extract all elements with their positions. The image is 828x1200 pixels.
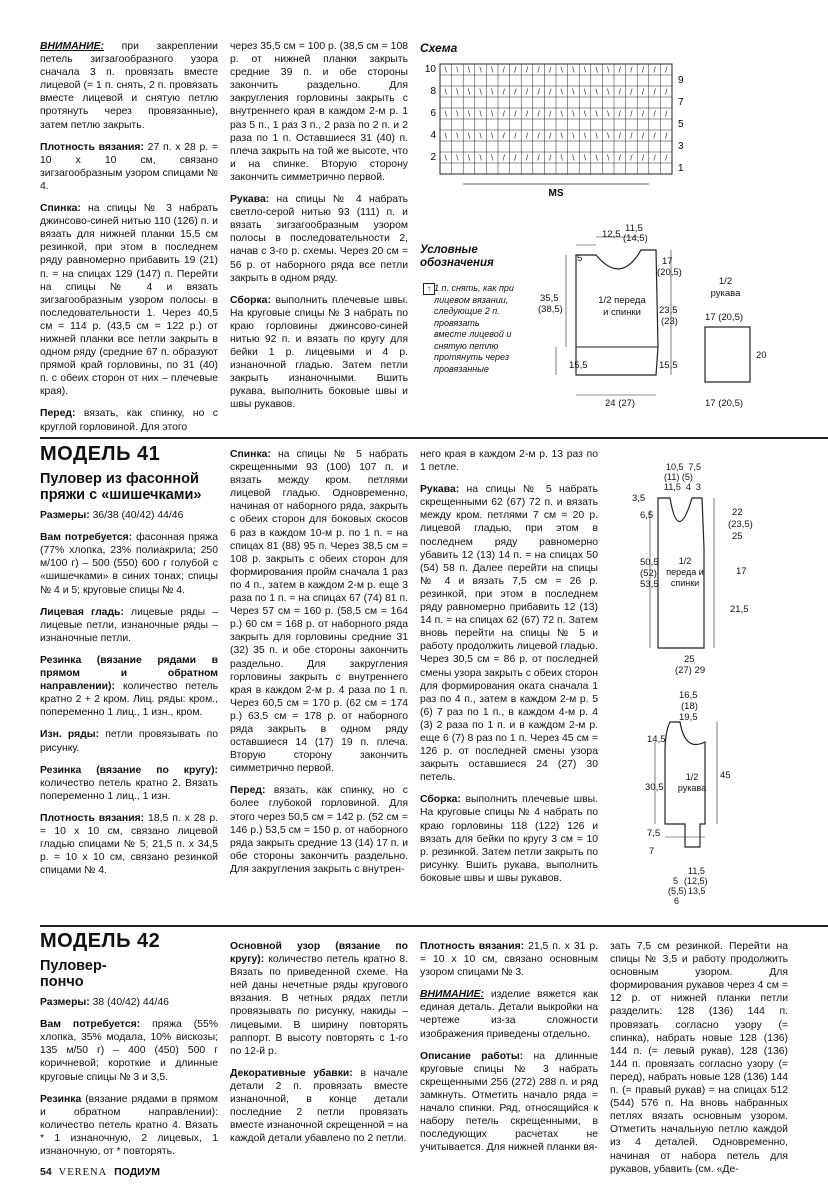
m41-sleeve-l2: 30,5 (645, 782, 664, 793)
chart-symbol: \ (479, 109, 482, 119)
chart-symbol: \ (479, 65, 482, 75)
chart-symbol: / (630, 131, 633, 141)
chart-symbol: / (514, 109, 517, 119)
section-divider-1 (40, 437, 828, 439)
paragraph-text: вязать, как спинку, но с круглой горловиной. Для этого (40, 408, 218, 433)
chart-symbol: / (537, 153, 540, 163)
chart-row-number: 5 (678, 119, 684, 130)
paragraph-text: петли провязывать по рисунку. (40, 729, 218, 754)
paragraph-text: изделие вяжется как единая деталь. Детали выкройки на чертеже из-за сложности изображения приведены отдельно. (420, 989, 598, 1040)
p1-dim-neck: 12,5 (602, 229, 621, 240)
paragraph-lead: Вам потребуется: (40, 1019, 141, 1031)
chart-symbol: \ (560, 109, 563, 119)
p1-dim-top2: (14,5) (623, 233, 648, 244)
chart-symbol: / (549, 153, 552, 163)
chart-symbol: / (618, 109, 621, 119)
chart-symbol: \ (479, 153, 482, 163)
m41-sleeve-top3: 19,5 (679, 712, 698, 723)
chart-row-number: 4 (430, 130, 436, 141)
paragraph-lead: Рукава: (420, 484, 460, 496)
chart-symbol: \ (444, 153, 447, 163)
chart-row-number: 9 (678, 75, 684, 86)
m41-title: МОДЕЛЬ 41 (40, 443, 161, 465)
paragraph (40, 654, 218, 719)
paragraph-lead: Плотность вязания: (40, 141, 144, 153)
paragraph (40, 407, 218, 433)
paragraph-lead: Резинка (вязание по кругу): (40, 764, 218, 776)
m41-body-l1: 3,5 (632, 493, 646, 504)
p1-dim-bottom: 24 (27) (605, 398, 636, 409)
m41-body-side3: 53,5 (640, 579, 659, 590)
chart-row-number: 1 (678, 163, 684, 174)
chart-symbol: / (525, 131, 529, 141)
chart-row-number: 6 (430, 108, 436, 119)
chart-symbol: \ (583, 87, 587, 97)
chart-symbol: \ (595, 131, 598, 141)
chart-symbol: \ (572, 65, 575, 75)
paragraph-lead: Перед: (40, 408, 76, 420)
m41-body-r17: 17 (736, 566, 747, 577)
chart-symbol: / (665, 153, 668, 163)
chart-symbol: \ (491, 109, 494, 119)
chart-symbol: \ (467, 87, 471, 97)
paragraph (420, 448, 598, 474)
chart-symbol: \ (583, 131, 587, 141)
chart-ms-label: MS (548, 188, 564, 199)
paragraph (230, 784, 408, 876)
paragraph (420, 793, 598, 885)
m41-body-l2: 6,5 (640, 510, 654, 521)
paragraph-lead: ВНИМАНИЕ: (40, 41, 105, 52)
paragraph-text: количество петель кратно 8. Вязать по приведенной схеме. На ней даны нечетные ряды кругового вязания. В четных рядах петли провязывать по рисунку, накиды – лицевыми. В ширину повторять раппорт. В высоту повторять с 1-го по 12-й р. (230, 954, 408, 1057)
chart-symbol: / (525, 153, 529, 163)
chart-symbol: / (641, 65, 645, 75)
chart-symbol: \ (583, 153, 587, 163)
m41-col1 (40, 443, 219, 886)
chart-symbol: / (665, 109, 668, 119)
chart-symbol: \ (479, 87, 482, 97)
paragraph (230, 193, 408, 285)
paragraph (230, 40, 408, 184)
paragraph (230, 448, 408, 775)
paragraph-text: на длинные круговые спицы № 3 набрать скрещенными 256 (272) 288 п. и ряд замкнуть. Отметить начало ряда = начало спинки. Ряд, относящийся к набору петель скрещенными, в последующих расчетах не учитывается. Для нижней планки вя- (420, 1050, 598, 1154)
chart-symbol: \ (467, 153, 471, 163)
m42-col1-text (40, 996, 218, 1158)
chart-symbol: / (514, 153, 517, 163)
chart-symbol: / (502, 109, 505, 119)
chart-symbol: / (549, 87, 552, 97)
chart-symbol: \ (560, 65, 563, 75)
paragraph-text: зать 7,5 см резинкой. Перейти на спицы № 3,5 и работу продолжить основным узором. Для формирования рукавов через 4 см = 12 р. от нижней планки петли разделить: 128 (136) 144 п. провязать согласно узору (= спинка), набрать новые 128 (136) 144 п. (= левый рукав), 128 (136) 144 п. провязать согласно узору (= перед), набрать новые 128 (136) 144 п. (= правый рукав) = на спицах 512 (544) 576 п. На вновь набранных петлях вязать основным узором. Отметить начальную петлю каждой из 4 деталей. Одновременно, начиная от набора петель для рукавов, убавить (см. «Де- (610, 941, 788, 1175)
chart-row-number: 10 (424, 64, 436, 75)
m41-body-bottom2: (27) 29 (675, 665, 706, 676)
chart-symbol: \ (456, 87, 459, 97)
chart-symbol: / (630, 153, 633, 163)
chart-symbol: / (502, 87, 505, 97)
paragraph-text: него края в каждом 2-м р. 13 раз по 1 петле. (420, 449, 598, 474)
page-number: 54 (40, 1166, 52, 1178)
chart-symbol: \ (607, 65, 610, 75)
chart-symbol: \ (479, 131, 482, 141)
paragraph-text: выполнить плечевые швы. На круговые спицы № 3 набрать по краю горловины джинсово-синей нитью 92 п. и вязать по кругу для бейки 1 р. лицевыми и 4 р. изнаночной гладью. Затем петли закрыть изнаночными. Вшить рукава, выполнить боковые швы и швы рукавов. (230, 294, 408, 411)
m41-body-r1: 22 (732, 507, 743, 518)
page-footer (40, 1166, 160, 1178)
paragraph (40, 202, 218, 398)
m41-sleeve-l1: 14,5 (647, 734, 666, 745)
chart-symbol: \ (595, 153, 598, 163)
chart-symbol: / (653, 109, 656, 119)
legend-text: 1 п. снять, как при лицевом вязании, следующие 2 п. провязать вместе лицевой и снятую петлю протянуть через провязанные (434, 283, 514, 374)
chart-symbol: \ (456, 153, 459, 163)
paragraph-text: через 35,5 см = 100 р. (38,5 см = 108 р. от нижней планки закрыть средние 39 п. и обе стороны закончить раздельно. Для закругления горловины закрыть с внутреннего края в каждом 2-м р. 1 раз 5 п., 1 раз 3 п., 2 раза по 2 п. и 2 раза по 1 п. Оставшиеся 31 (40) п. плеча закрыть на той же высоте, что и на спинке. Вторую сторону закончить симметрично первой. (230, 41, 408, 183)
stitch-chart (418, 56, 688, 206)
m41-body-r2: (23,5) (728, 519, 753, 530)
chart-symbol: \ (595, 109, 598, 119)
paragraph (40, 812, 218, 877)
m41-sleeve-b4: (5,5) (668, 886, 687, 896)
chart-symbol: / (618, 131, 621, 141)
chart-symbol: / (653, 87, 656, 97)
brand-verena: VERENA (58, 1167, 108, 1178)
m41-sleeve-top1: 16,5 (679, 690, 698, 701)
chart-symbol: \ (491, 87, 494, 97)
paragraph-lead: Размеры: (40, 510, 90, 522)
paragraph-text: 38 (40/42) 44/46 (89, 997, 169, 1009)
m41-sleeve-top2: (18) (681, 701, 698, 712)
chart-symbol: / (514, 87, 517, 97)
p1-dim-left2: (38,5) (538, 304, 563, 315)
chart-symbol: \ (595, 87, 598, 97)
chart-symbol: \ (456, 131, 459, 141)
paragraph (40, 1018, 218, 1083)
paragraph-lead: Резинка (вязание рядами в прямом и обратном направлении): (40, 654, 218, 693)
p1-dim-155a: 15,5 (569, 360, 588, 371)
p1-dim-5: 5 (577, 253, 583, 264)
chart-symbol: / (665, 87, 668, 97)
m41-body-bottom1: 25 (684, 654, 695, 665)
chart-row-number: 3 (678, 141, 684, 152)
paragraph-lead: Лицевая гладь: (40, 606, 124, 618)
paragraph (40, 1093, 218, 1158)
p2-dim-top: 17 (20,5) (705, 312, 744, 323)
m41-body-top2: (11) (5) (664, 472, 693, 482)
chart-symbol: / (514, 65, 517, 75)
chart-symbol: / (525, 109, 529, 119)
chart-symbol: \ (560, 153, 563, 163)
m42-col4 (610, 940, 788, 1185)
chart-row-number: 2 (430, 152, 436, 163)
paragraph-text: на спицы № 3 набрать джинсово-синей нитью 110 (126) п. и вязать для нижней планки 15,5 см резинкой, при этом в последнем ряду равномерно прибавить 19 (21) п. = на спицах 129 (147) п. Перейти на спицы № 4 и вязать зигзагообразным узором полосы в последовательности 1. Через 40,5 см = 114 р. (43,5 см = 122 р.) от нижней планки все петли закрыть в одном ряду (средние 67 п. образуют прямой край горловины, по 31 (40) п. с обеих сторон от них – плечевые края). (40, 203, 218, 398)
paragraph-lead: Резинка (40, 1093, 82, 1105)
chart-symbol: / (502, 131, 505, 141)
paragraph (40, 40, 218, 132)
paragraph-lead: Декоративные убавки: (230, 1067, 353, 1079)
paragraph-lead: ВНИМАНИЕ: (420, 989, 485, 1001)
paragraph-lead: Основной узор (вязание по кругу): (230, 941, 408, 966)
chart-symbol: / (502, 65, 505, 75)
chart-symbol: / (549, 109, 552, 119)
brand-podium: ПОДИУМ (114, 1166, 161, 1178)
paragraph-text: (вязание рядами в прямом и обратном направлении): количество петель кратно 4. Вязать * 1 изнаночную, 2 лицевых, 1 изнаночную, от * повторять. (40, 1093, 218, 1158)
chart-symbol: / (653, 153, 656, 163)
chart-symbol: \ (607, 87, 610, 97)
m41-sleeve-b5: 6 (674, 896, 680, 906)
paragraph-text: 21,5 п. x 31 р. = 10 x 10 см, связано основным узором спицами № 3. (420, 941, 598, 979)
pattern-top-sleeve (700, 325, 760, 385)
m42-subtitle: Пуловер-пончо (40, 958, 107, 991)
chart-symbol: / (641, 153, 645, 163)
m42-title: МОДЕЛЬ 42 (40, 930, 161, 952)
chart-symbol: / (618, 87, 621, 97)
paragraph-lead: Размеры: (40, 997, 90, 1009)
chart-symbol: / (653, 131, 656, 141)
m42-col1 (40, 930, 218, 1167)
p1-label: 1/2 переда и спинки (598, 295, 646, 318)
chart-symbol: \ (572, 109, 575, 119)
chart-symbol: \ (572, 153, 575, 163)
chart-symbol: / (537, 65, 540, 75)
paragraph-lead: Изн. ряды: (40, 729, 100, 741)
m41-col2 (230, 448, 408, 885)
paragraph-lead: Вам потребуется: (40, 532, 133, 544)
m42-col2 (230, 940, 408, 1154)
chart-symbol: / (653, 65, 656, 75)
paragraph-lead: Спинка: (40, 203, 81, 215)
m41-body-top: 10,5 7,5 (666, 462, 702, 472)
chart-symbol: \ (572, 131, 575, 141)
chart-symbol: \ (491, 131, 494, 141)
chart-symbol: \ (456, 65, 459, 75)
chart-symbol: \ (607, 131, 610, 141)
section-divider-2 (40, 925, 828, 927)
scheme-title: Схема (420, 41, 458, 55)
m41-subtitle: Пуловер из фасонной пряжи с «шишечками» (40, 471, 202, 504)
chart-symbol: \ (444, 109, 447, 119)
p2-dim-bottom: 17 (20,5) (705, 398, 744, 409)
chart-symbol: / (630, 65, 633, 75)
chart-symbol: / (537, 131, 540, 141)
m41-sleeve-b1: 11,5 (688, 866, 705, 876)
m41-sleeve-b2: (12,5) (684, 876, 708, 886)
m41-body-side1: 50,5 (640, 557, 659, 568)
paragraph-lead: Описание работы: (420, 1050, 524, 1062)
chart-symbol: \ (583, 65, 587, 75)
p1-dim-155b: 15,5 (659, 360, 678, 371)
paragraph-text: вязать, как спинку, но с более глубокой горловиной. Для этого через 50,5 см = 142 р. (52 см = 146 р.) 53,5 см = 150 р. от наборного ряда закрыть средние 13 (14) 17 п. и обе стороны закончить раздельно. Для закругления закрыть с внутрен- (230, 785, 408, 875)
m41-body-label: 1/2 переда и спинки (666, 556, 704, 588)
m41-sleeve-l4: 7 (649, 846, 655, 857)
p1-dim-right2: (23) (661, 316, 678, 327)
chart-symbol: \ (467, 65, 471, 75)
paragraph (230, 294, 408, 412)
paragraph (420, 483, 598, 784)
m41-sleeve-l3: 7,5 (647, 828, 661, 839)
chart-symbol: / (514, 131, 517, 141)
paragraph (40, 509, 218, 522)
chart-symbol: \ (607, 109, 610, 119)
chart-symbol: / (525, 65, 529, 75)
paragraph (40, 728, 218, 754)
chart-symbol: / (665, 131, 668, 141)
chart-symbol: / (641, 131, 645, 141)
m42-col3 (420, 940, 598, 1163)
paragraph-text: выполнить плечевые швы. На круговые спицы № 4 набрать по краю горловины 118 (122) 126 и вязать для бейки по кругу 3 см = 10 р. резинкой. Затем петли закрыть по рисунку. Вшить рукава, выполнить боковые швы и швы рукавов. (420, 794, 598, 884)
paragraph-lead: Перед: (230, 785, 266, 797)
p2-dim-side: 20 (756, 350, 767, 361)
chart-symbol: \ (607, 153, 610, 163)
top-col2 (230, 40, 408, 421)
m41-col3 (420, 448, 598, 894)
chart-symbol: \ (491, 65, 494, 75)
paragraph-lead: Сборка: (420, 794, 461, 806)
paragraph-text: на спицы № 5 набрать скрещенными 93 (100) 107 п. и вязать между кром. петлями лицевой гладью. Одновременно, начиная от наборного ряда, закрыть с обеих сторон для боковых скосов 6 раз в каждом 10-м р. по 1 п. = на спицах 81 (88) 95 п. Через 38,5 см = 108 р. закрыть с обеих сторон для формирования пройм сначала 1 раз по 4 п., затем в каждом 2-м р. еще 3 раза по 1 п. = на спицах 67 (74) 81 п. Через 57 см = 160 р. (58,5 см = 164 р.) 60 см = 168 р. от наборного ряда закрыть для горловины средние 31 (32) 35 п. и обе стороны закончить раздельно. Для закругления горловины закрыть с внутреннего края в каждом 2-м р. 4 раза по 1 п. Через 60,5 см = 170 р. (62 см = 174 р.) 63,5 см = 178 р. от наборного ряда закрыть в одном ряду оставшиеся 14 (17) 19 п. плеча. Вторую сторону закончить симметрично первой. (230, 449, 408, 775)
chart-symbol: / (630, 87, 633, 97)
paragraph-text: на спицы № 4 набрать светло-серой нитью 93 (111) п. и вязать зигзагообразным узором полосы в последовательности 2, начав с 3-го р. схемы. Через 20 см = 56 р. от наборного ряда все петли закрыть в одном ряду. (230, 194, 408, 284)
paragraph-text: лицевые ряды – лицевые петли, изнаночные ряды – изнаночные петли. (40, 606, 219, 644)
top-col1 (40, 40, 218, 443)
p1-dim-top1: 11,5 (625, 223, 643, 234)
paragraph (610, 940, 788, 1176)
chart-symbol: / (537, 109, 540, 119)
chart-symbol: / (641, 109, 645, 119)
chart-symbol: / (549, 65, 552, 75)
m41-body-top3: 11,5 4 3 (664, 482, 701, 492)
paragraph-text: 36/38 (40/42) 44/46 (89, 510, 184, 522)
paragraph (40, 764, 218, 803)
p2-label: 1/2 рукава (710, 276, 741, 299)
chart-row-number: 7 (678, 97, 684, 108)
chart-symbol: \ (456, 109, 459, 119)
paragraph (230, 1067, 408, 1146)
chart-symbol: \ (595, 65, 598, 75)
paragraph (40, 996, 218, 1009)
m41-sleeve-b3: 13,5 (688, 886, 706, 896)
chart-symbol: \ (572, 87, 575, 97)
legend-title: Условные обозначения (420, 244, 494, 269)
paragraph-lead: Сборка: (230, 294, 271, 306)
chart-symbol: / (502, 153, 505, 163)
paragraph-text: при закреплении петель зигзагообразного узора сначала 3 п. провязать вместе лицевой (= 1 п. снять, 2 п. провязать вместе лицевой и снятую петлю протянуть через провязанные), затем петлю закрыть. (40, 41, 218, 131)
paragraph-text: 27 п. x 28 р. = 10 x 10 см, связано зигзагообразным узором спицами № 4. (40, 141, 218, 192)
chart-symbol: \ (583, 109, 587, 119)
chart-symbol: / (549, 131, 552, 141)
chart-symbol: / (525, 87, 529, 97)
chart-symbol: / (537, 87, 540, 97)
paragraph-text: количество петель кратно 2 + 2 кром. Лиц. ряды: кром., попеременно 1 лиц., 1 изн., кром. (40, 681, 218, 719)
chart-symbol: \ (467, 109, 471, 119)
chart-symbol: \ (491, 153, 494, 163)
m41-sleeve-b6: 5 (673, 876, 679, 886)
paragraph-text: пряжа (55% хлопка, 35% модала, 10% вискозы; 135 м/50 г) – 400 (450) 500 г коричневой; короткие и длинные круговые спицы № 3 и 3,5. (40, 1019, 218, 1083)
paragraph (420, 988, 598, 1040)
chart-symbol: \ (560, 87, 563, 97)
m41-body-r215: 21,5 (730, 604, 749, 615)
m41-col1-text (40, 509, 218, 877)
paragraph-text: количество петель кратно 2. Вязать попеременно 1 лиц., 1 изн. (40, 777, 218, 802)
chart-symbol: \ (560, 131, 563, 141)
m41-sleeve-label: 1/2 рукава (677, 772, 707, 793)
chart-symbol: / (665, 65, 668, 75)
chart-symbol: / (618, 65, 621, 75)
chart-symbol: / (618, 153, 621, 163)
paragraph-lead: Спинка: (230, 449, 271, 460)
paragraph (230, 940, 408, 1058)
paragraph-text: 18,5 п. x 28 р. = 10 x 10 см, связано лицевой гладью спицами № 5; 21,5 п. x 34,5 р. = 10 x 10 см, связано резинкой спицами № 4. (40, 812, 218, 877)
chart-symbol: / (630, 109, 633, 119)
p1-dim-17: 17 (662, 256, 673, 267)
paragraph-lead: Рукава: (230, 194, 270, 206)
paragraph-text: фасонная пряжа (77% хлопка, 23% полиакрила; 250 м/100 г) – 500 (550) 600 г голубой с «шишечками» в синих тонах; спицы № 4 и 5; круговые спицы № 4. (40, 532, 218, 596)
p1-dim-17b: (20,5) (657, 267, 682, 278)
paragraph (40, 531, 218, 596)
chart-symbol: \ (444, 87, 447, 97)
paragraph (40, 141, 218, 193)
m41-sleeve-r1: 45 (720, 770, 731, 781)
m41-body-r3: 25 (732, 531, 743, 542)
legend-symbol-icon: ↑ (423, 283, 435, 295)
chart-symbol: \ (467, 131, 471, 141)
chart-symbol: \ (444, 65, 447, 75)
paragraph-text: на спицы № 5 набрать скрещенными 62 (67) 72 п. и вязать между кром. петлями 7 см = 20 р. лицевой гладью, при этом в последнем ряду равномерно убавить 12 (13) 14 п. = на спицах 50 (54) 58 п. Далее перейти на спицы № 4 и вязать 7,5 см = 26 р. резинкой, при этом в последнем ряду равномерно прибавить 12 (13) 14 п. = на спицах 62 (67) 72 п. Затем вновь перейти на спицы № 5 и работу продолжить лицевой гладью. Через 30,5 см = 86 р. от последней смены узора закрыть с обеих сторон для формирования оката сначала 1 раз по 4 п., затем в каждом 2-м р. 5 (6) 7 раз по 1 п., в каждом 4-м р. 4 (3) 2 раза по 1 п. и в каждом 2-м р. еще 6 (7) 8 раз по 1 п. Через 45 см = 126 р. от последней смены узора закрыть оставшиеся 24 (27) 30 петель. (420, 484, 598, 784)
p1-dim-right1: 23,5 (659, 305, 678, 316)
chart-symbol: / (641, 87, 645, 97)
paragraph (420, 1050, 598, 1155)
m41-body-side2: (52) (640, 568, 657, 579)
paragraph-lead: Плотность вязания: (420, 941, 525, 952)
paragraph (40, 606, 218, 645)
paragraph (420, 940, 598, 979)
p1-dim-left1: 35,5 (540, 293, 559, 304)
paragraph-text: в начале детали 2 п. провязать вместе изнаночной, в конце детали последние 2 петли провязать вместе изнаночной скрещенной = на каждой детали убавлено по 2 петли. (230, 1067, 408, 1145)
chart-symbol: \ (444, 131, 447, 141)
paragraph-lead: Плотность вязания: (40, 812, 145, 824)
chart-row-number: 8 (430, 86, 436, 97)
